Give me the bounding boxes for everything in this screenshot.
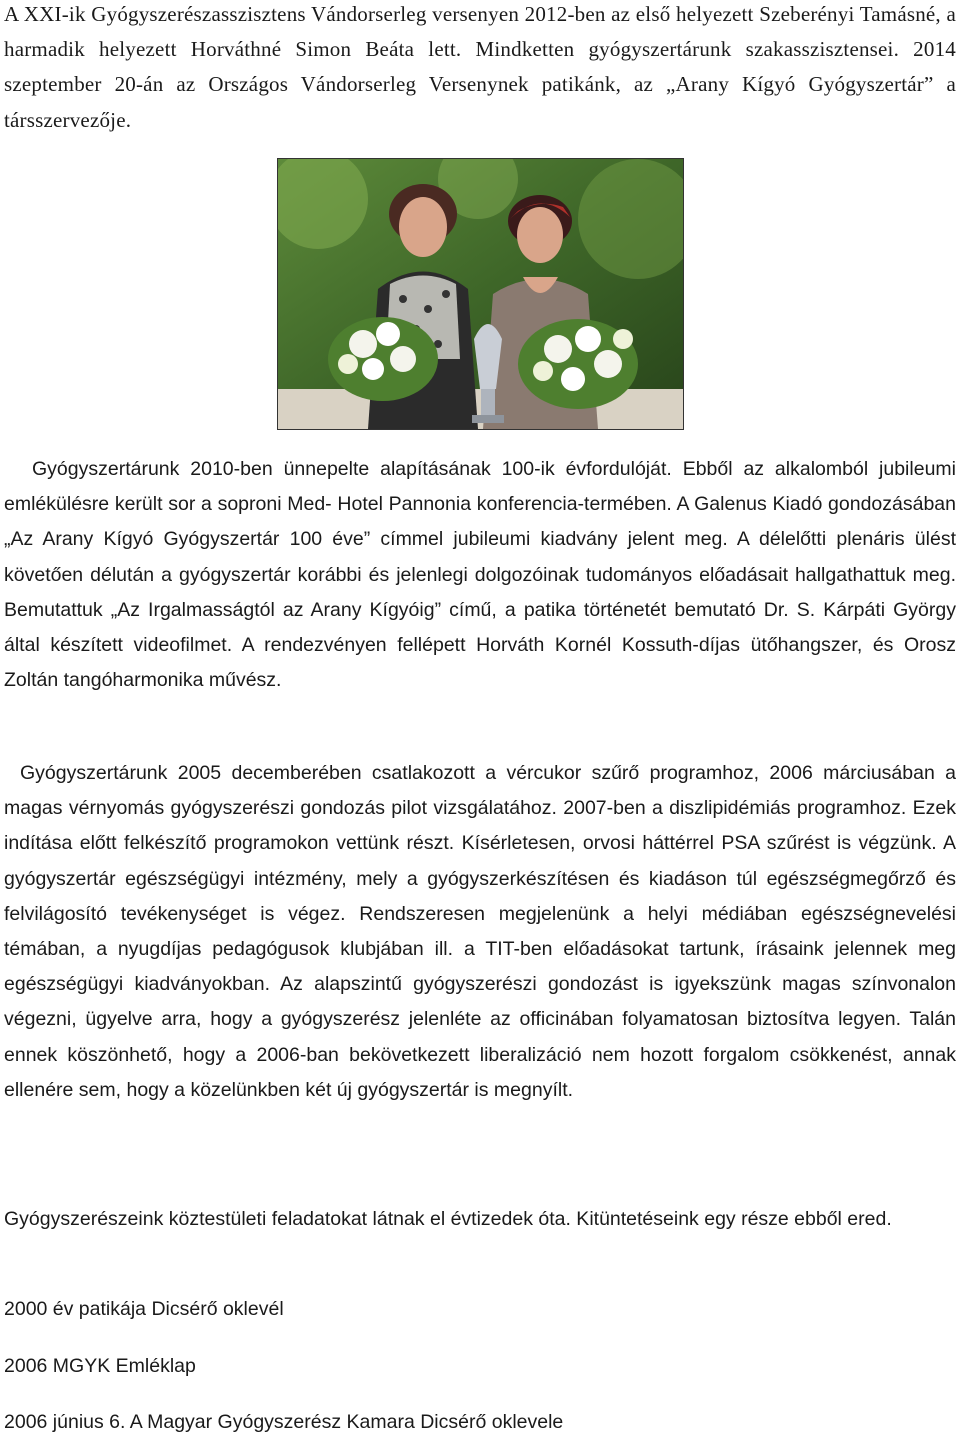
paragraph-programs: Gyógyszertárunk 2005 decemberében csatlakozott a vércukor szűrő programhoz, 2006 márciusában a magas vérnyomás gyógyszerészi gondozás pilot vizsgálatához. 2007-ben a diszlipidémiás programhoz. Ezek indítása előtt felkészítő programokon vettünk részt. Kísérletesen, orvosi háttérrel PSA szűrést is végzünk. A gyógyszertár egészségügyi intézmény, mely a gyógyszerkészítésen és kiadáson túl egészségmegőrző és felvilágosító tevékenységet is végez. Rendszeresen megjelenünk a helyi médiában egészségnevelési témában, a nyugdíjas pedagógusok klubjában ill. a TIT-ben előadásokat tartunk, írásaink jelennek meg egészségügyi kiadványokban. Az alapszintű gyógyszerészi gondozást is igyekszünk magas színvonalon végezni, ügyelve arra, hogy a gyógyszerész jelenléte az officinában folyamatosan biztosítva legyen. Talán ennek köszönhető, hogy a 2006-ban bekövetkezett liberalizáció nem hozott forgalom csökkenést, annak ellenére sem, hogy a közelünkben két új gyógyszertár is megnyílt. bbox=[4, 762, 956, 1101]
award-winners-photo bbox=[277, 158, 684, 430]
award-item: 2006 MGYK Emléklap bbox=[4, 1355, 196, 1377]
paragraph-competition: A XXI-ik Gyógyszerészasszisztens Vándorserleg versenyen 2012-ben az első helyezett Szeberényi Tamásné, a harmadik helyezett Horváthné Simon Beáta lett. Mindketten gyógyszertárunk szakasszisztensei. 2014 szeptember 20-án az Országos Vándorserleg Versenynek patikánk, az „Arany Kígyó Gyógyszertár” a társszervezője. bbox=[4, 2, 956, 132]
photo-illustration bbox=[278, 159, 683, 429]
bouquet-right bbox=[518, 319, 638, 409]
bouquet-left bbox=[328, 317, 438, 401]
paragraph-honors-intro: Gyógyszerészeink köztestületi feladatokat látnak el évtizedek óta. Kitüntetéseink egy része ebből ered. bbox=[4, 1208, 892, 1230]
award-item: 2000 év patikája Dicsérő oklevél bbox=[4, 1298, 284, 1320]
paragraph-anniversary: Gyógyszertárunk 2010-ben ünnepelte alapításának 100-ik évfordulóját. Ebből az alkalomból jubileumi emlékülésre került sor a soproni Med- Hotel Pannonia konferencia-termében. A Galenus Kiadó gondozásában „Az Arany Kígyó Gyógyszertár 100 éve” címmel jubileumi kiadvány jelent meg. A délelőtti plenáris ülést követően délután a gyógyszertár korábbi és jelenlegi dolgozóinak tudományos előadásait hallgathattuk meg. Bemutattuk „Az Irgalmasságtól az Arany Kígyóig” című, a patika történetét bemutató Dr. S. Kárpáti György által készített videofilmet. A rendezvényen fellépett Horváth Kornél Kossuth-díjas ütőhangszer, és Orosz Zoltán tangóharmonika művész. bbox=[4, 458, 956, 692]
award-item: 2006 június 6. A Magyar Gyógyszerész Kamara Dicsérő oklevele bbox=[4, 1411, 564, 1433]
